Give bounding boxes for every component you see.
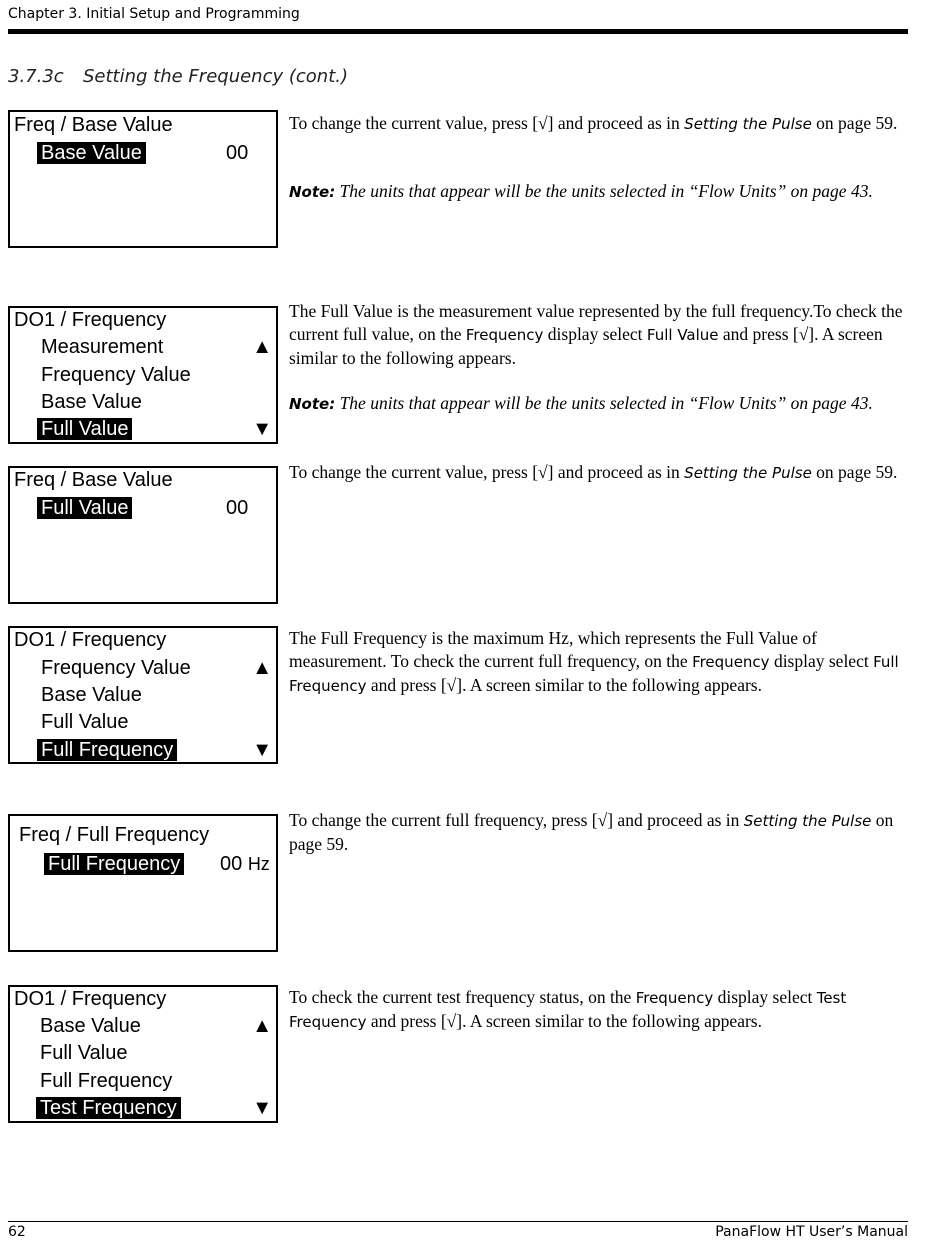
ui-term: Full Value <box>646 326 719 344</box>
screen-item <box>41 497 132 520</box>
paragraph <box>289 112 909 136</box>
text: To change the current value, press [√] and proceed as in <box>289 462 685 482</box>
paragraph <box>289 300 909 370</box>
page-number: 62 <box>8 1224 26 1240</box>
note <box>289 392 889 416</box>
screen-value: 00 <box>226 142 249 164</box>
selected-item: Base Value <box>37 142 146 164</box>
cross-reference: Setting the Pulse <box>743 812 872 830</box>
selected-item: Full Frequency <box>44 853 184 875</box>
text: To change the current value, press [√] and proceed as in <box>289 113 685 133</box>
ui-term: Test Frequency <box>289 989 847 1031</box>
note <box>289 180 889 204</box>
menu-item: Frequency Value <box>41 364 191 386</box>
text: on page 59. <box>811 113 898 133</box>
text: on page 59. <box>811 462 898 482</box>
menu-item: Base Value <box>40 1015 141 1037</box>
running-head: Chapter 3. Initial Setup and Programming <box>8 6 300 22</box>
menu-item <box>41 739 177 762</box>
text: and press [√]. A screen similar to the following appears. <box>289 324 883 368</box>
text: on page 59. <box>289 810 894 854</box>
screen-value: 00 <box>226 497 249 519</box>
value-unit: Hz <box>247 854 270 874</box>
note-text: The units that appear will be the units selected in “Flow Units” on page 43. <box>335 393 873 413</box>
section-heading: Setting the Frequency (cont.) <box>83 66 348 87</box>
screen-title: Freq / Base Value <box>14 114 173 136</box>
manual-title: PanaFlow HT User’s Manual <box>715 1224 908 1240</box>
screen-title: DO1 / Frequency <box>14 988 167 1010</box>
section-number: 3.7.3c <box>8 66 64 87</box>
text: display select <box>713 987 817 1007</box>
header-rule <box>8 29 908 34</box>
ui-term: Frequency <box>692 653 770 671</box>
lcd-screen-frequency-menu <box>8 985 278 1123</box>
section-title <box>8 66 348 87</box>
text: display select <box>769 651 874 671</box>
screen-title: DO1 / Frequency <box>14 309 167 331</box>
note-text: The units that appear will be the units selected in “Flow Units” on page 43. <box>335 181 873 201</box>
selected-item: Full Value <box>37 418 132 440</box>
menu-item: Base Value <box>41 684 142 706</box>
menu-item: Base Value <box>41 391 142 413</box>
menu-item: Full Value <box>41 711 129 733</box>
scroll-down-icon: ▼ <box>252 418 272 440</box>
screen-value <box>220 853 270 876</box>
screen-item <box>48 853 184 876</box>
paragraph <box>289 627 909 698</box>
lcd-screen-frequency-menu <box>8 626 278 764</box>
lcd-screen-frequency-menu <box>8 306 278 444</box>
lcd-screen-full-frequency <box>8 814 278 952</box>
selected-item: Full Value <box>37 497 132 519</box>
screen-title: Freq / Full Frequency <box>19 824 210 846</box>
text: To change the current full frequency, press [√] and proceed as in <box>289 810 744 830</box>
text: and press [√]. A screen similar to the following appears. <box>366 1011 762 1031</box>
menu-item: Measurement <box>41 336 164 358</box>
scroll-up-icon: ▲ <box>252 1015 272 1037</box>
cross-reference: Setting the Pulse <box>684 464 812 482</box>
screen-title: DO1 / Frequency <box>14 629 167 651</box>
cross-reference: Setting the Pulse <box>684 115 812 133</box>
text: To check the current test frequency status, on the <box>289 987 636 1007</box>
footer-rule <box>8 1221 908 1222</box>
text: The Full Frequency is the maximum Hz, which represents the Full Value of measurement. To check the current full frequency, on the <box>289 628 817 671</box>
ui-term: Frequency <box>635 989 714 1007</box>
ui-term: Full Frequency <box>289 653 899 695</box>
selected-item: Test Frequency <box>36 1097 181 1119</box>
value-number: 00 <box>220 853 243 875</box>
lcd-screen-base-value <box>8 110 278 248</box>
screen-title: Freq / Base Value <box>14 469 173 491</box>
scroll-up-icon: ▲ <box>252 336 272 358</box>
ui-term: Frequency <box>465 326 544 344</box>
menu-item <box>41 418 132 441</box>
scroll-down-icon: ▼ <box>252 1097 272 1119</box>
scroll-down-icon: ▼ <box>252 739 272 761</box>
selected-item: Full Frequency <box>37 739 177 761</box>
paragraph <box>289 809 909 856</box>
text: The Full Value is the measurement value represented by the full frequency.To check the current full value, on the <box>289 301 903 344</box>
menu-item: Full Value <box>40 1042 128 1064</box>
text: and press [√]. A screen similar to the following appears. <box>366 675 762 695</box>
paragraph <box>289 461 909 485</box>
paragraph <box>289 986 909 1034</box>
note-label: Note: <box>289 183 336 201</box>
scroll-up-icon: ▲ <box>252 657 272 679</box>
note-label: Note: <box>289 395 336 413</box>
lcd-screen-full-value <box>8 466 278 604</box>
menu-item <box>40 1097 181 1120</box>
screen-item <box>41 142 146 165</box>
menu-item: Frequency Value <box>41 657 191 679</box>
menu-item: Full Frequency <box>40 1070 173 1092</box>
text: display select <box>543 324 647 344</box>
